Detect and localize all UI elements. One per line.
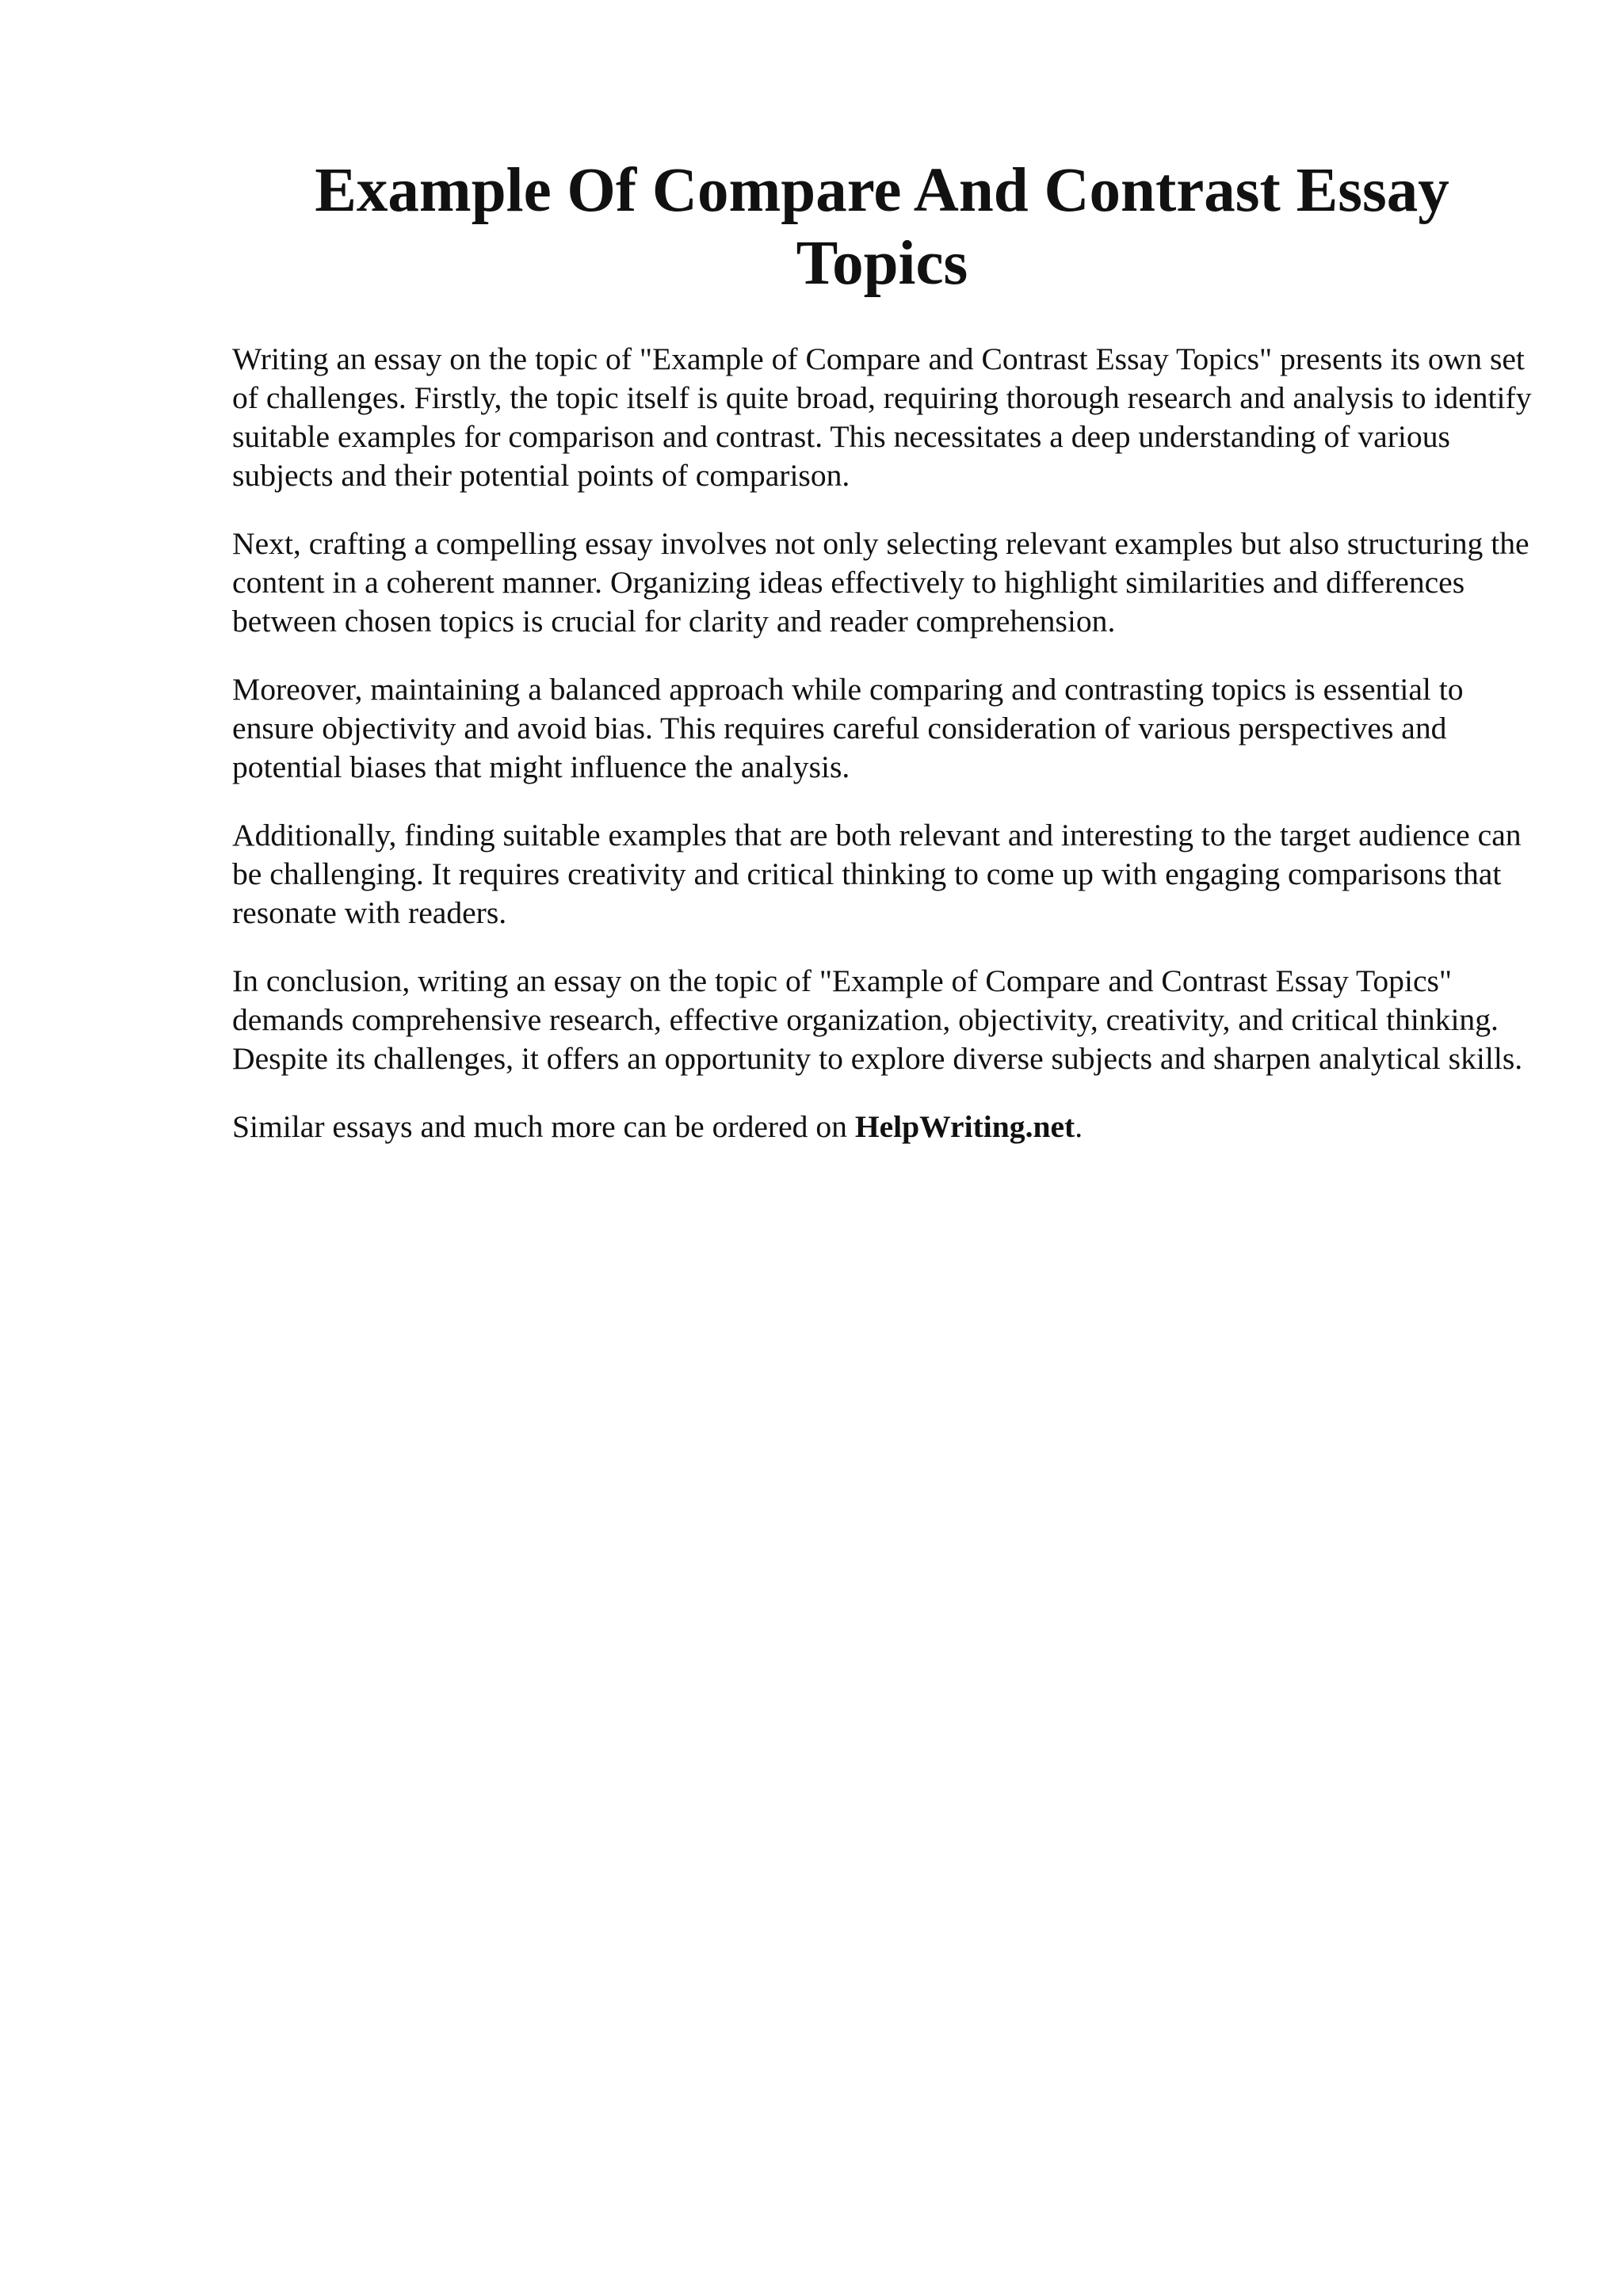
order-note-suffix: . xyxy=(1075,1109,1083,1144)
document-content xyxy=(232,154,1532,1146)
paragraph-conclusion: In conclusion, writing an essay on the topic of "Example of Compare and Contrast Essay Topics" demands comprehensive research, effective organization, objectivity, creativity, and critical thinking. Despite its challenges, it offers an opportunity to explore diverse subjects and sharpen analytical skills. xyxy=(232,963,1523,1076)
paragraph-structure: Next, crafting a compelling essay involves not only selecting relevant examples but also structuring the content in a coherent manner. Organizing ideas effectively to highlight similarities and differences between chosen topics is crucial for clarity and reader comprehension. xyxy=(232,526,1529,639)
order-note xyxy=(232,1108,1532,1146)
paragraph-examples: Additionally, finding suitable examples that are both relevant and interesting to the target audience can be challenging. It requires creativity and critical thinking to come up with engaging comparisons that resonate with readers. xyxy=(232,818,1522,930)
order-note-prefix: Similar essays and much more can be ordered on xyxy=(232,1109,855,1144)
helpwriting-link[interactable]: HelpWriting.net xyxy=(854,1109,1075,1144)
paragraph-balance: Moreover, maintaining a balanced approach while comparing and contrasting topics is essential to ensure objectivity and avoid bias. This requires careful consideration of various perspectives and potential biases that might influence the analysis. xyxy=(232,672,1464,784)
document-body xyxy=(232,340,1532,1146)
document-title: Example Of Compare And Contrast Essay Topics xyxy=(315,156,1449,298)
paragraph-intro: Writing an essay on the topic of "Example of Compare and Contrast Essay Topics" presents its own set of challenges. Firstly, the topic itself is quite broad, requiring thorough research and analysis to identify suitable examples for comparison and contrast. This necessitates a deep understanding of various subjects and their potential points of comparison. xyxy=(232,341,1532,493)
